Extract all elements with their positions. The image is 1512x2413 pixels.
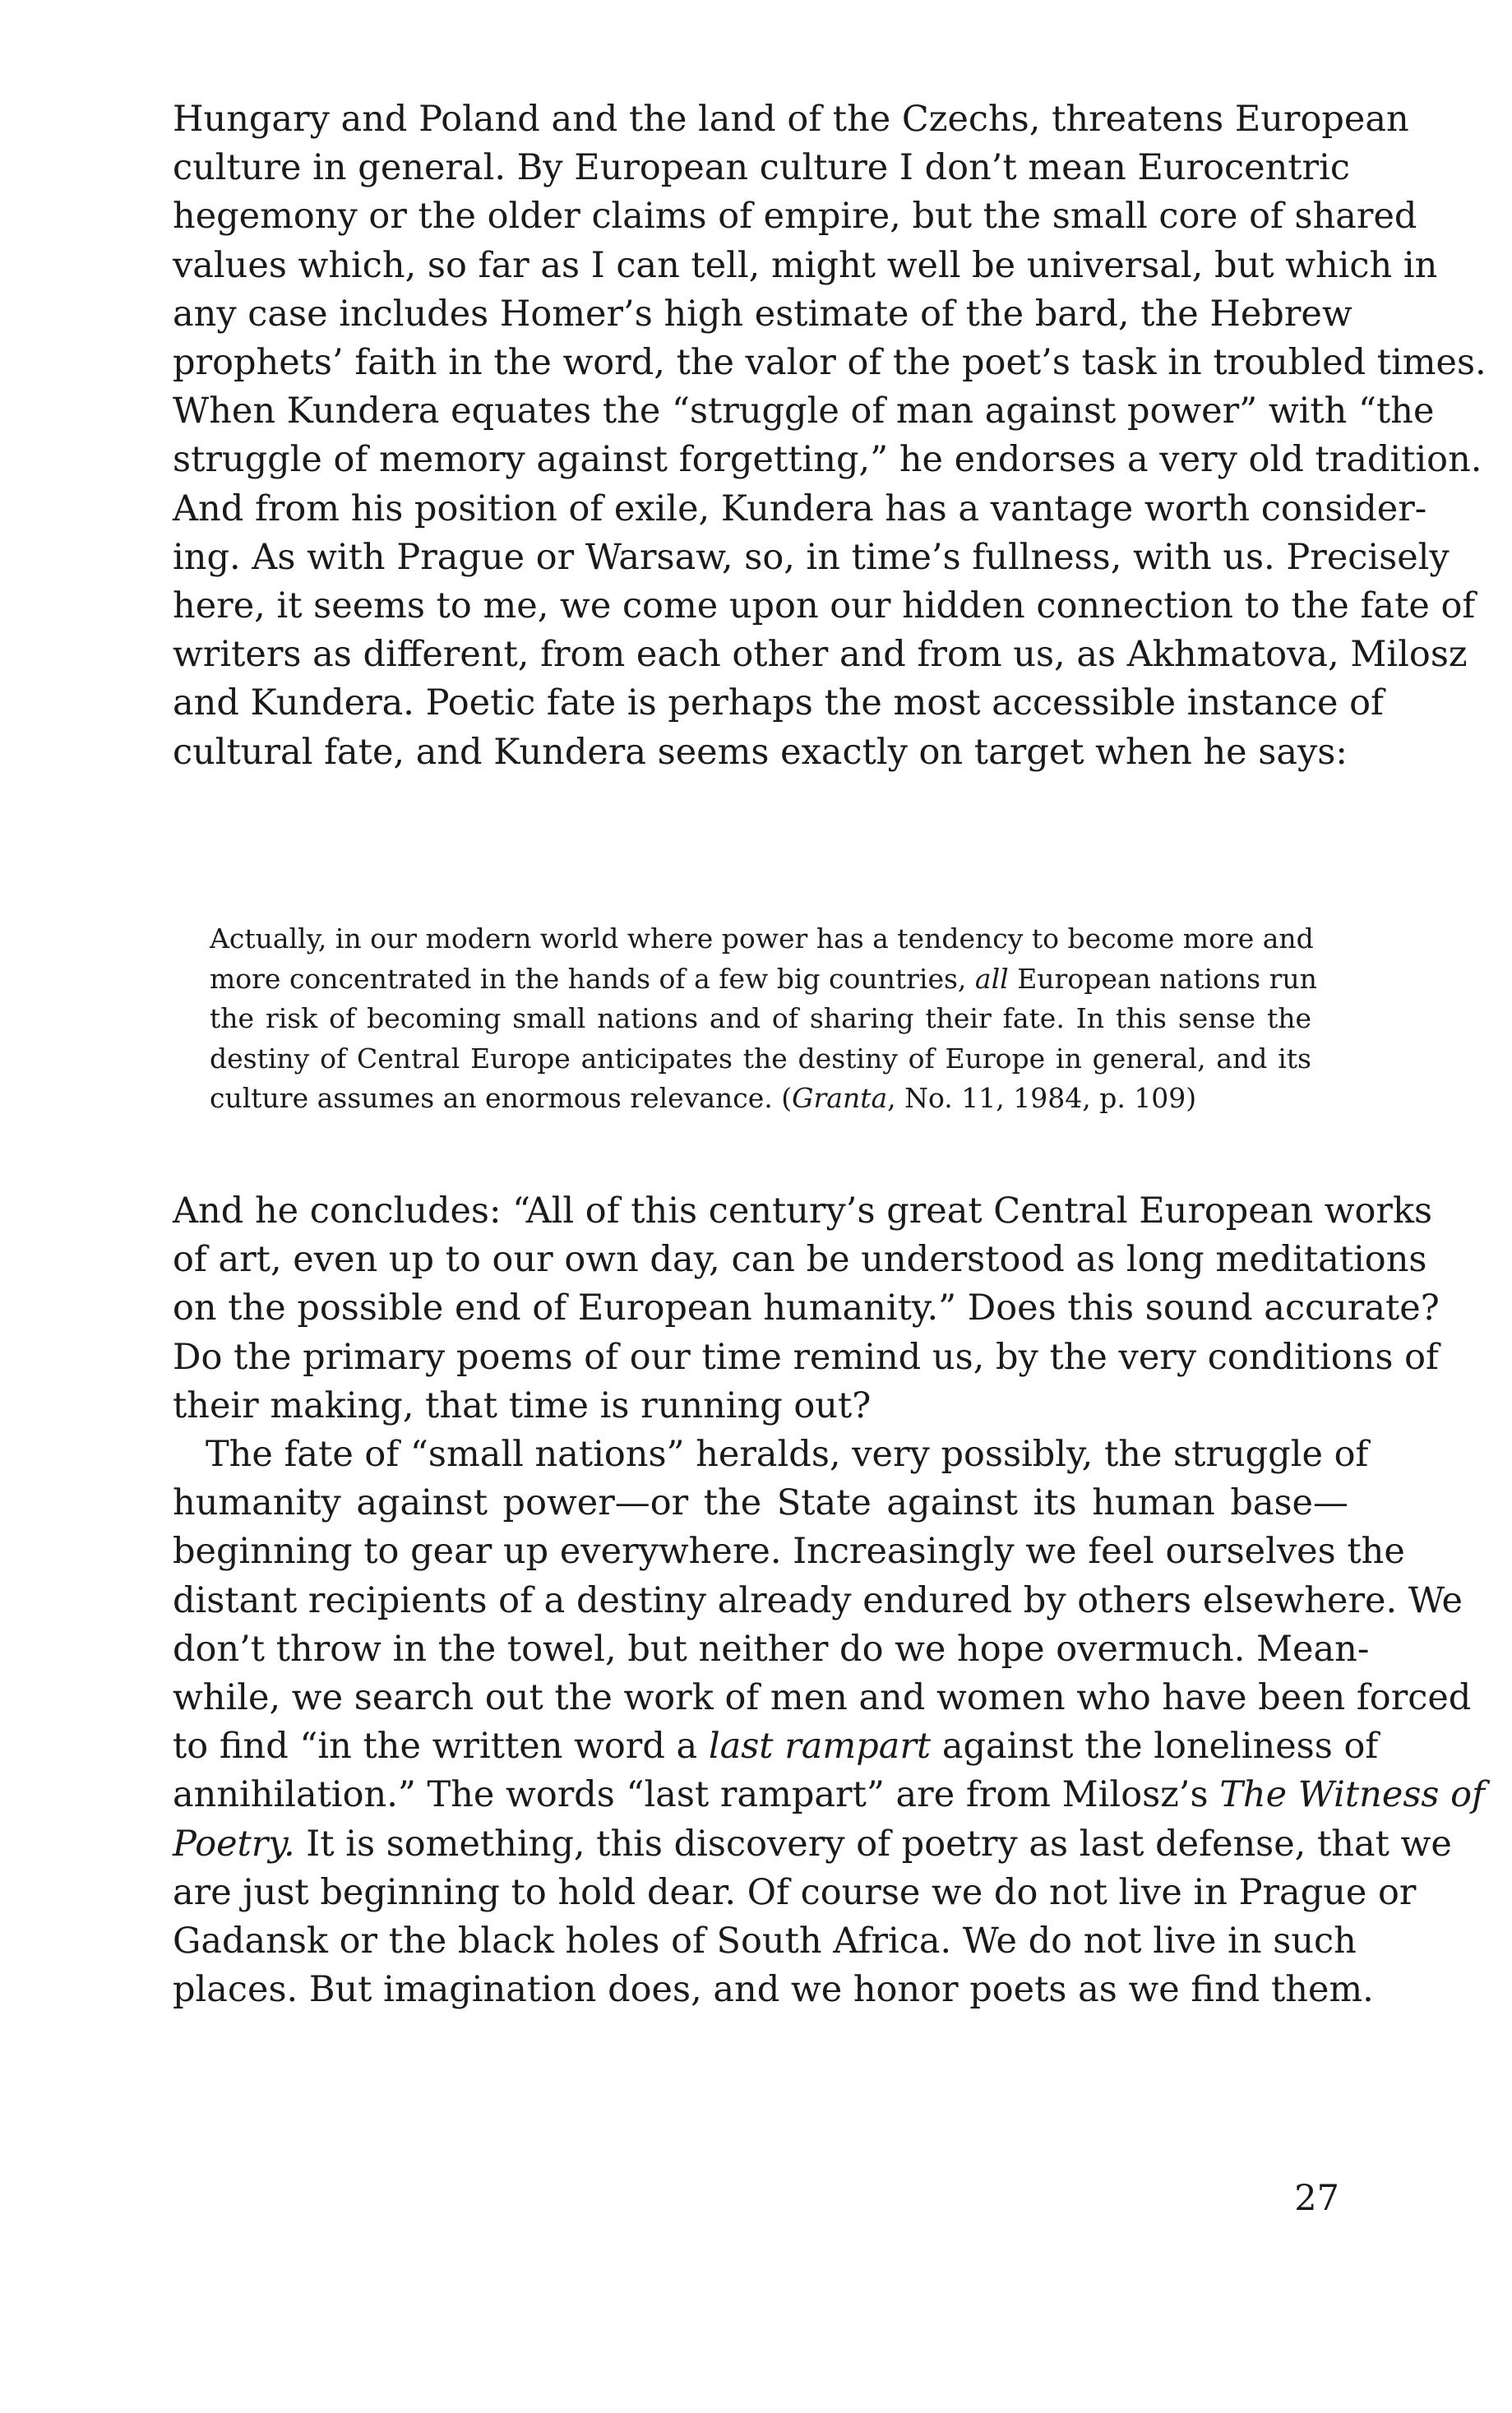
text-line: ing. As with Prague or Warsaw, so, in time’s fullness, with us. Precisely [173,536,1450,578]
text-line: culture in general. By European culture I don’t mean Eurocentric [173,147,1350,189]
text-line: cultural fate, and Kundera seems exactly on target when he says: [173,731,1348,773]
text-line: their making, that time is running out? [173,1384,872,1426]
text-line [173,1722,1379,1771]
paragraph-2 [173,1187,1440,1431]
text-line: writers as different, from each other and from us, as Akhmatova, Milosz [173,634,1468,676]
text-line: Do the primary poems of our time remind us, by the very conditions of [173,1336,1439,1378]
text-line: Gadansk or the black holes of South Africa. We do not live in such [173,1921,1357,1962]
text-line: while, we search out the work of men and women who have been forced [173,1677,1472,1719]
text-line: And he concludes: “All of this century’s great Central European works [173,1190,1433,1232]
page-number: 27 [1294,2178,1339,2219]
book-title: Poetry. [173,1823,295,1865]
text-run: annihilation.” The words “last rampart” are from Milosz’s [173,1774,1209,1816]
text-line: beginning to gear up everywhere. Increasingly we feel ourselves the [173,1531,1405,1573]
text-run: It is something, this discovery of poetry as last defense, that we [306,1823,1452,1865]
text-line: The fate of “small nations” heralds, very possibly, the struggle of [206,1434,1369,1475]
quote-emphasis: all [974,962,1009,995]
text-run: to find “in the written word a [173,1726,698,1768]
block-quote [210,919,1317,1119]
quote-text: , No. 11, 1984, p. 109) [887,1082,1197,1115]
text-line: don’t throw in the towel, but neither do we hope overmuch. Mean- [173,1628,1370,1670]
quote-line: Actually, in our modern world where power has a tendency to become more and [210,922,1314,955]
quote-text: more concentrated in the hands of a few big countries, [210,962,967,995]
text-line: humanity against power—or the State against its human base— [173,1482,1348,1524]
text-line: Hungary and Poland and the land of the Czechs, threatens European [173,99,1409,140]
text-line: of art, even up to our own day, can be understood as long meditations [173,1239,1427,1281]
text-line: and Kundera. Poetic fate is perhaps the most accessible instance of [173,682,1384,724]
text-line: here, it seems to me, we come upon our hidden connection to the fate of [173,585,1476,627]
text-line: places. But imagination does, and we honor poets as we find them. [173,1969,1374,2011]
quote-line: the risk of becoming small nations and of sharing their fate. In this sense the [210,1002,1311,1035]
text-line: values which, so far as I can tell, might well be universal, but which in [173,244,1438,286]
paragraph-1 [173,95,1487,777]
text-line [173,1820,1452,1869]
text-line: When Kundera equates the “struggle of man against power” with “the [173,391,1435,432]
text-line: prophets’ faith in the word, the valor of the poet’s task in troubled times. [173,342,1487,384]
emphasis: last rampart [708,1726,932,1768]
text-line: are just beginning to hold dear. Of course we do not live in Prague or [173,1871,1417,1913]
text-line: on the possible end of European humanity.” Does this sound accurate? [173,1287,1440,1329]
paragraph-3 [173,1431,1485,2014]
quote-text: European nations run [1017,962,1317,995]
text-line: distant recipients of a destiny already endured by others elsewhere. We [173,1579,1463,1621]
quote-line [210,959,1317,1000]
text-line: hegemony or the older claims of empire, but the small core of shared [173,196,1417,238]
text-line: struggle of memory against forgetting,” he endorses a very old tradition. [173,439,1482,481]
citation-title: Granta [792,1082,888,1115]
text-run: against the loneliness of [941,1726,1379,1768]
text-line: And from his position of exile, Kundera has a vantage worth consider- [173,488,1427,529]
book-title: The Witness of [1219,1774,1485,1816]
text-line: any case includes Homer’s high estimate of the bard, the Hebrew [173,293,1352,335]
quote-line [210,1079,1311,1119]
quote-line: destiny of Central Europe anticipates the destiny of Europe in general, and its [210,1042,1311,1075]
quote-text: culture assumes an enormous relevance. ( [210,1082,793,1115]
text-line [173,1771,1485,1819]
